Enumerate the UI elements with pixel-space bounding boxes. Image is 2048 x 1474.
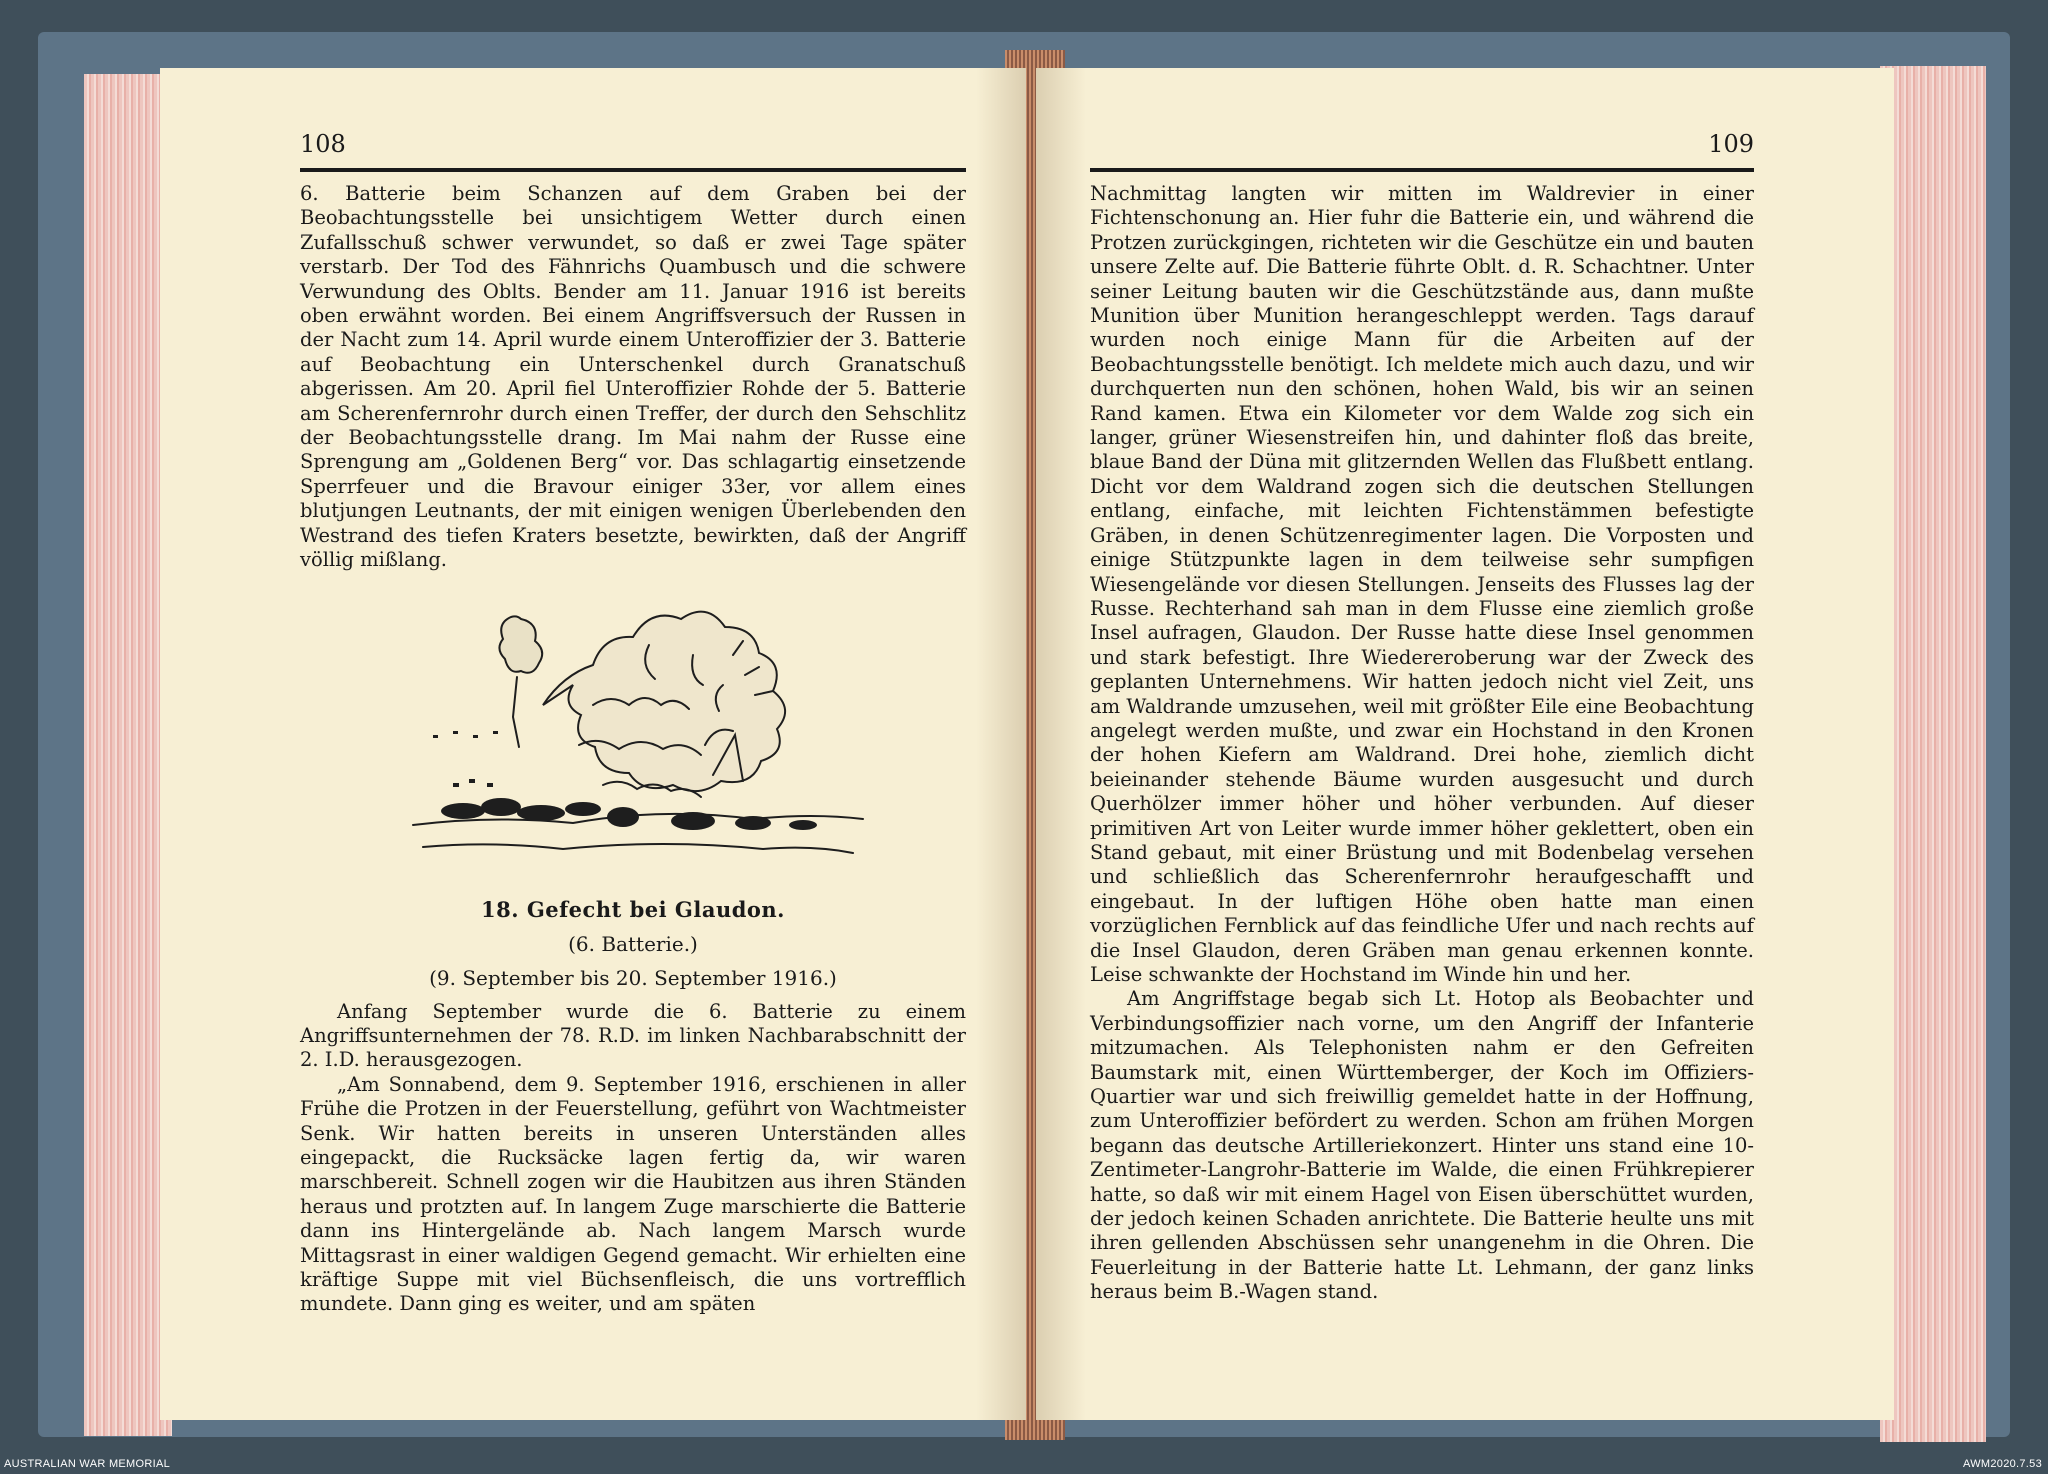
page-edges-left (84, 74, 172, 1436)
section-dates: (9. September bis 20. September 1916.) (429, 965, 837, 990)
left-paragraph-3: „Am Sonnabend, dem 9. September 1916, erschienen in aller Frühe die Protzen in der Feuerstellung, geführt von Wachtmeister Senk. Wir hatten bereits in unseren Unterständen alles eingepackt, die Rucksäcke lagen fertig da, wir waren marschbereit. Schnell zogen wir die Haubitzen aus ihren Ständen heraus und protzten auf. In langem Zuge marschierte die Batterie dann ins Hintergelände ab. Nach langem Marsch wurde Mittagsrast in einer waldigen Gegend gemacht. Wir erhielten eine kräftige Suppe mit viel Büchsenfleisch, die uns vortrefflich mundete. Dann ging es weiter, und am späten (300, 1072, 966, 1316)
header-rule-right (1090, 168, 1754, 172)
footer-reference: AWM2020.7.53 (1962, 1458, 2042, 1470)
left-paragraph-1: 6. Batterie beim Schanzen auf dem Graben bei der Beobachtungsstelle bei unsichtigem Wetter durch einen Zufallsschuß schwer verwundet, so daß er zwei Tage später verstarb. Der Tod des Fähnrichs Quambusch und die schwere Verwundung des Oblts. Bender am 11. Januar 1916 ist bereits oben erwähnt worden. Bei einem Angriffsversuch der Russen in der Nacht zum 14. April wurde einem Unteroffizier der 3. Batterie auf Beobachtung ein Unterschenkel durch Granatschuß abgerissen. Am 20. April fiel Unteroffizier Rohde der 5. Batterie am Scherenfernrohr durch einen Treffer, der durch den Sehschlitz der Beobachtungsstelle drang. Im Mai nahm der Russe eine Sprengung am „Goldenen Berg“ vor. Das schlagartig einsetzende Sperrfeuer und die Bravour einiger 33er, vor allem eines blutjungen Leutnants, der mit einigen wenigen Überlebenden den Westrand des tiefen Kraters besetzte, bewirkten, daß der Angriff völlig mißlang. (300, 182, 966, 572)
page-number-right: 109 (1708, 130, 1754, 158)
footer-institution: AUSTRALIAN WAR MEMORIAL (4, 1458, 171, 1470)
right-page (1036, 68, 1894, 1420)
header-rule-left (300, 168, 966, 172)
explosion-illustration (393, 585, 873, 875)
explosion-drawing (393, 585, 873, 875)
left-paragraph-2: Anfang September wurde die 6. Batterie zu einem Angriffsunternehmen der 78. R.D. im linken Nachbarabschnitt der 2. I.D. herausgezogen. (300, 999, 966, 1072)
page-number-left: 108 (300, 130, 346, 158)
section-heading: 18. Gefecht bei Glaudon. (481, 896, 785, 922)
left-page (160, 68, 1026, 1420)
right-paragraph-1: Nachmittag langten wir mitten im Waldrevier in einer Fichtenschonung an. Hier fuhr die Batterie ein, und während die Protzen zurückgingen, richteten wir die Geschütze ein und bauten unsere Zelte auf. Die Batterie führte Oblt. d. R. Schachtner. Unter seiner Leitung bauten wir die Geschützstände aus, dann mußte Munition über Munition herangeschleppt werden. Tags darauf wurden noch einige Mann für die Arbeiten auf der Beobachtungsstelle benötigt. Ich meldete mich auch dazu, und wir durchquerten nun den schönen, hohen Wald, bis wir an seinen Rand kamen. Etwa ein Kilometer vor dem Walde zog sich ein langer, grüner Wiesenstreifen hin, und dahinter floß das breite, blaue Band der Düna mit glitzernden Wellen das Flußbett entlang. Dicht vor dem Waldrand zogen sich die deutschen Stellungen entlang, einfache, mit leichten Fichtenstämmen befestigte Gräben, in denen Schützenregimenter lagen. Die Vorposten und einige Stützpunkte lagen in dem teilweise sehr sumpfigen Wiesengelände vor diesen Stellungen. Jenseits des Flusses lag der Russe. Rechterhand sah man in dem Flusse eine ziemlich große Insel aufragen, Glaudon. Der Russe hatte diese Insel genommen und stark befestigt. Ihre Wiedereroberung war der Zweck des geplanten Unternehmens. Wir hatten jedoch nicht viel Zeit, uns am Waldrande umzusehen, weil mit größter Eile eine Beobachtung angelegt werden mußte, und zwar ein Hochstand in den Kronen der hohen Kiefern am Waldrand. Drei hohe, ziemlich dicht beieinander stehende Bäume wurden ausgesucht und durch Querhölzer immer höher und höher verbunden. Auf dieser primitiven Art von Leiter wurde immer höher geklettert, oben ein Stand gebaut, mit einer Brüstung und mit Bodenbelag versehen und schließlich das Scherenfernrohr heraufgeschafft und eingebaut. In der luftigen Höhe oben hatte man einen vorzüglichen Fernblick auf das feindliche Ufer und nach rechts auf die Insel Glaudon, deren Gräben man genau erkennen konnte. Leise schwankte der Hochstand im Winde hin und her. (1090, 182, 1754, 986)
page-edges-right (1880, 66, 1986, 1442)
right-paragraph-2: Am Angriffstage begab sich Lt. Hotop als Beobachter und Verbindungsoffizier nach vorne, um den Angriff der Infanterie mitzumachen. Als Telephonisten nahm er den Gefreiten Baumstark mit, einen Württemberger, der Koch im Offiziers-Quartier war und sich freiwillig gemeldet hatte in der Hoffnung, zum Unteroffizier befördert zu werden. Schon am frühen Morgen begann das deutsche Artilleriekonzert. Hinter uns stand eine 10-Zentimeter-Langrohr-Batterie im Walde, die einen Frühkrepierer hatte, so daß wir mit einem Hagel von Eisen überschüttet wurden, der jedoch keinen Schaden anrichtete. Die Batterie heulte uns mit ihren gellenden Abschüssen sehr unangenehm in die Ohren. Die Feuerleitung in der Batterie hatte Lt. Lehmann, der ganz links heraus beim B.-Wagen stand. (1090, 987, 1754, 1304)
section-battery: (6. Batterie.) (568, 931, 698, 956)
